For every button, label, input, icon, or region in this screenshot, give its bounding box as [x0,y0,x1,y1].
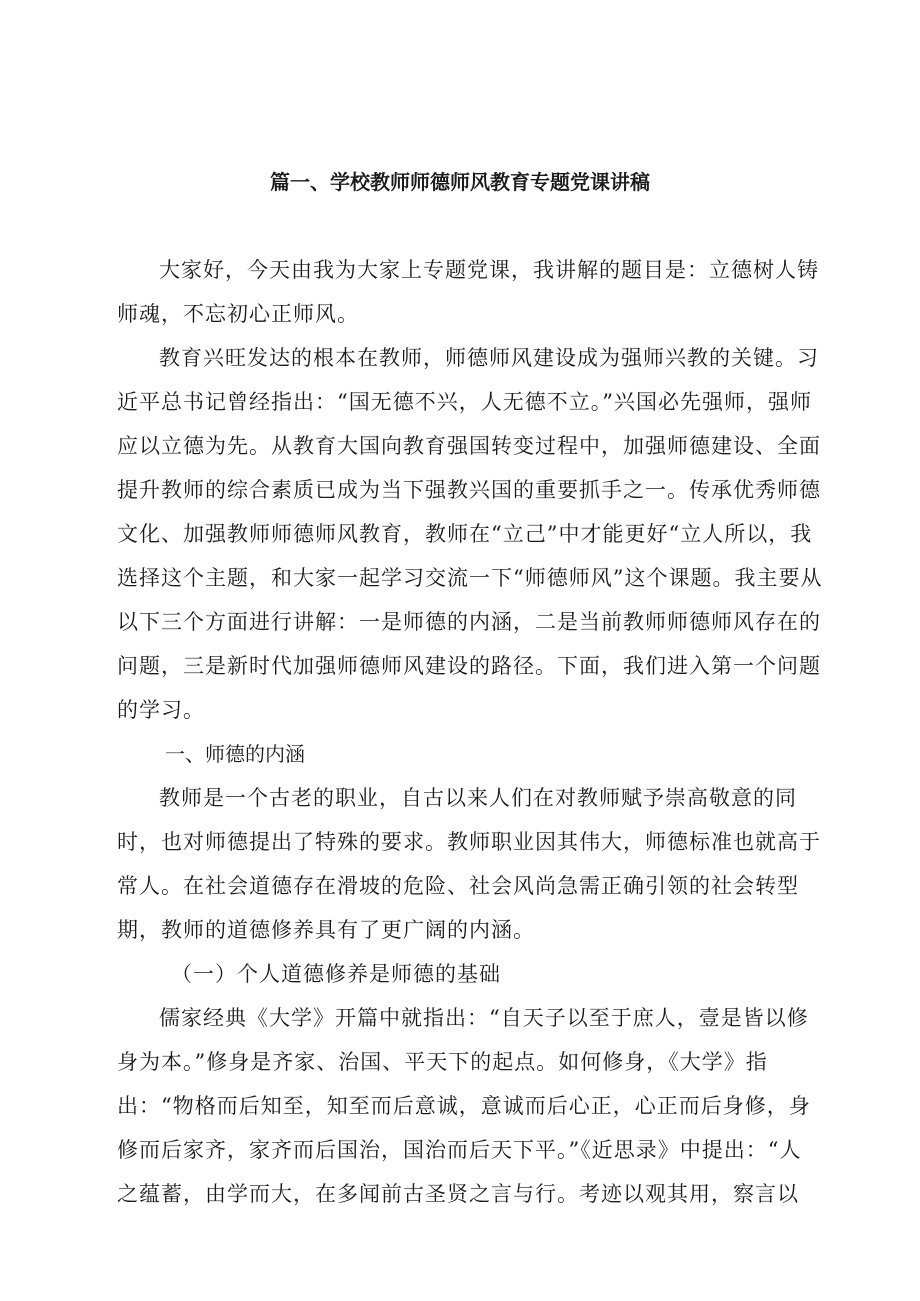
paragraph-subsection-body: 儒家经典《大学》开篇中就指出：“自天子以至于庶人，壹是皆以修身为本。”修身是齐家、治国、平天下的起点。如何修身，《大学》指出：“物格而后知至，知至而后意诚，意诚而后心正，心正而后身修，身修而后家齐，家齐而后国治，国治而后天下平。”《近思录》中提出：“人之蕴蓄，由学而大，在多闻前古圣贤之言与行。考迹以观其用，察言以 [117,1006,811,1206]
paragraph-greeting: 大家好，今天由我为大家上专题党课，我讲解的题目是：立德树人铸师魂，不忘初心正师风。 [117,258,819,326]
paragraph-section-intro: 教师是一个古老的职业，自古以来人们在对教师赋予崇高敬意的同时，也对师德提出了特殊的要求。教师职业因其伟大，师德标准也就高于常人。在社会道德存在滑坡的危险、社会风尚急需正确引领的社会转型期，教师的道德修养具有了更广阔的内涵。 [117,786,821,942]
document-body [117,248,823,1216]
paragraph-introduction: 教育兴旺发达的根本在教师，师德师风建设成为强师兴教的关键。习近平总书记曾经指出：“国无德不兴，人无德不立。”兴国必先强师，强师应以立德为先。从教育大国向教育强国转变过程中，加强师德建设、全面提升教师的综合素质已成为当下强教兴国的重要抓手之一。传承优秀师德文化、加强教师师德师风教育，教师在“立己”中才能更好“立人所以，我选择这个主题，和大家一起学习交流一下“师德师风”这个课题。我主要从以下三个方面进行讲解：一是师德的内涵，二是当前教师师德师风存在的问题，三是新时代加强师德师风建设的路径。下面，我们进入第一个问题的学习。 [117,346,823,722]
section-heading: 一、师德的内涵 [165,742,305,766]
subsection-heading: （一）个人道德修养是师德的基础 [171,962,501,986]
document-title: 篇一、学校教师师德师风教育专题党课讲稿 [270,170,650,194]
